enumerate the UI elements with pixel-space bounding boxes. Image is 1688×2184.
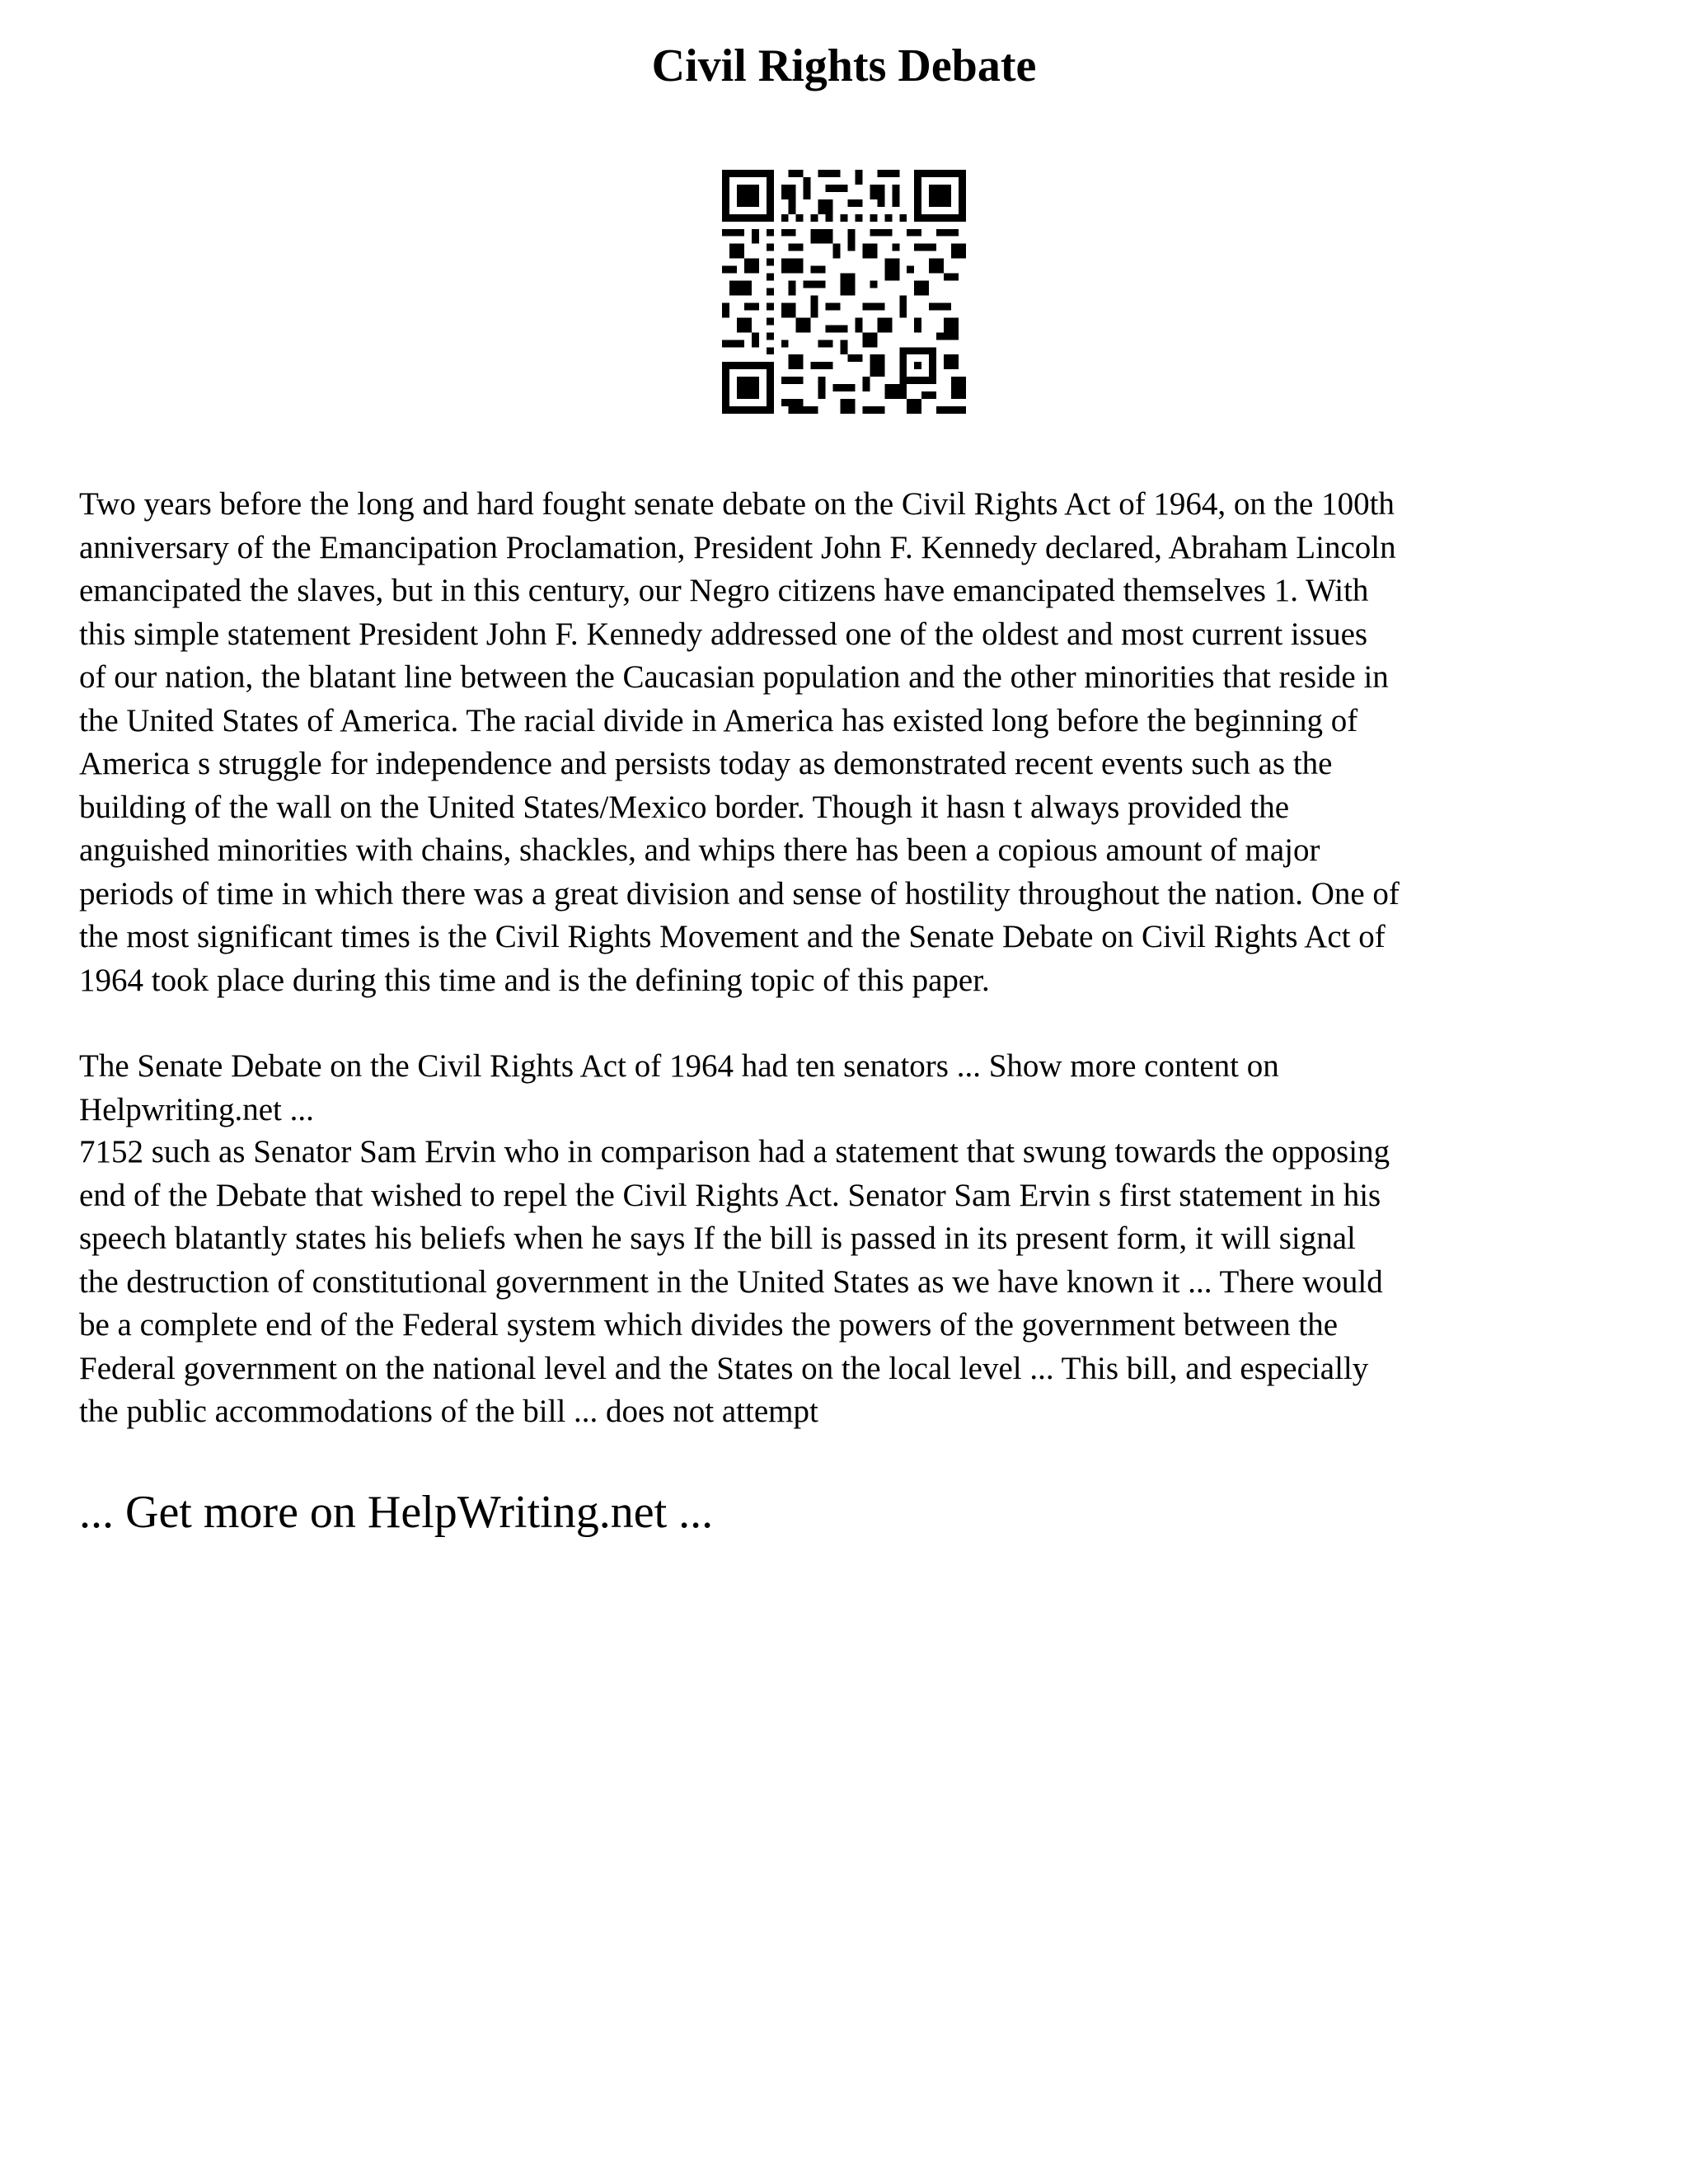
- excerpt-paragraph: 7152 such as Senator Sam Ervin who in comparison had a statement that swung towards the opposing end of the Debate that wished to repel the Civil Rights Act. Senator Sam Ervin s first statement in his speech blatantly states his beliefs when he says If the bill is passed in its present form, it will signal the destruction of constitutional government in the United States as we have known it ... There would be a complete end of the Federal system which divides the powers of the government between the Federal government on the national level and the States on the local level ... This bill, and especially the public accommodations of the bill ... does not attempt: [79, 1134, 1390, 1429]
- teaser-paragraph: The Senate Debate on the Civil Rights Act of 1964 had ten senators ... Show more content on Helpwriting.net ...: [79, 1048, 1279, 1127]
- document-title: Civil Rights Debate: [651, 40, 1037, 91]
- get-more-link[interactable]: ... Get more on HelpWriting.net ...: [79, 1487, 714, 1538]
- intro-paragraph: Two years before the long and hard fought senate debate on the Civil Rights Act of 1964, on the 100th anniversary of the Emancipation Proclamation, President John F. Kennedy declared, Abraham Lincoln emancipated the slaves, but in this century, our Negro citizens have emancipated themselves 1. With this simple statement President John F. Kennedy addressed one of the oldest and most current issues of our nation, the blatant line between the Caucasian population and the other minorities that reside in the United States of America. The racial divide in America has existed long before the beginning of America s struggle for independence and persists today as demonstrated recent events such as the building of the wall on the United States/Mexico border. Though it hasn t always provided the anguished minorities with chains, shackles, and whips there has been a copious amount of major periods of time in which there was a great division and sense of hostility throughout the nation. One of the most significant times is the Civil Rights Movement and the Senate Debate on Civil Rights Act of 1964 took place during this time and is the defining topic of this paper.: [79, 486, 1400, 998]
- qr-code-icon: [722, 170, 966, 414]
